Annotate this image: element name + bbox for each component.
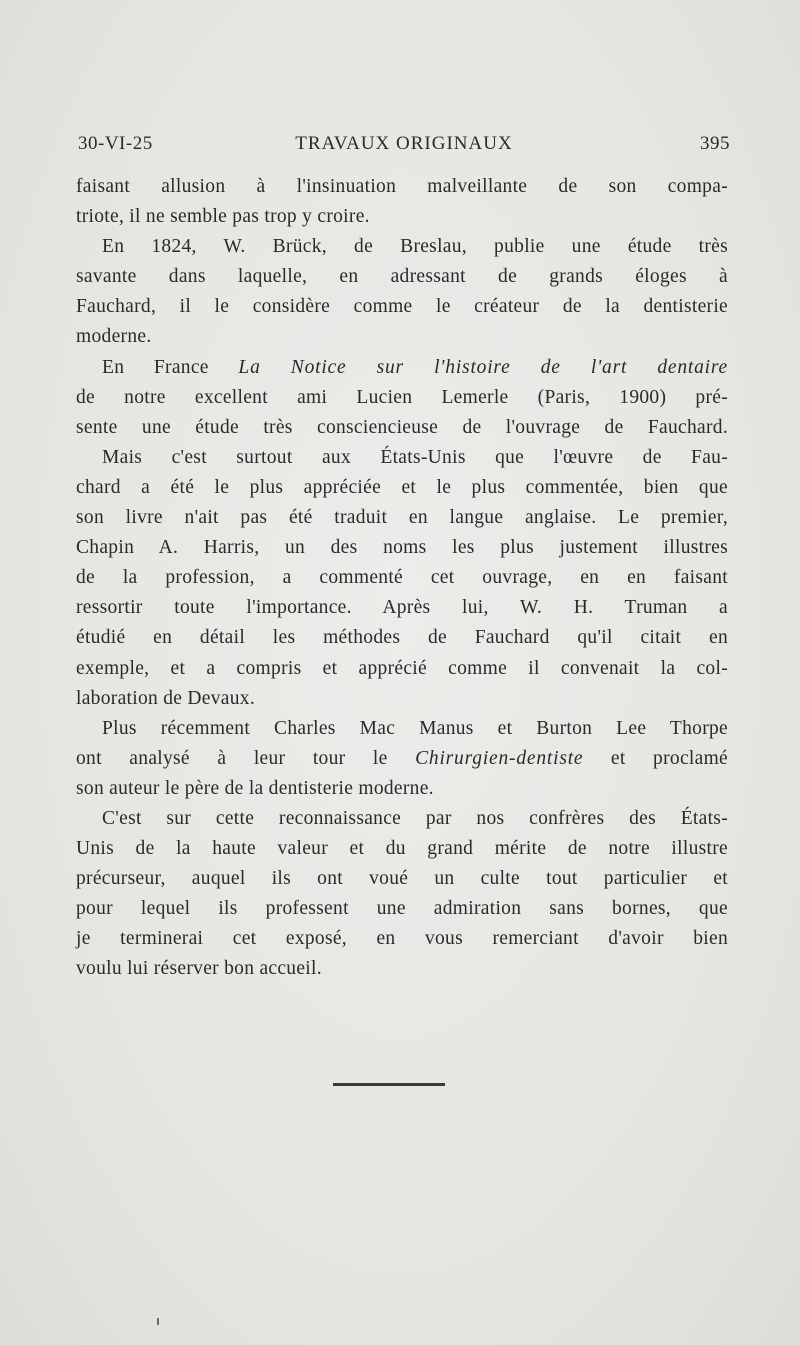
text-line: ressortir toute l'importance. Après lui, W. H. Truman a [76, 597, 728, 619]
paragraph-4 [76, 443, 728, 714]
text-line: laboration de Devaux. [76, 687, 256, 709]
text-line: étudié en détail les méthodes de Fauchard qu'il citait en [76, 627, 728, 649]
text-line [76, 744, 728, 774]
text-line: exemple, et a compris et apprécié comme il convenait la col- [76, 657, 728, 679]
text-line: triote, il ne semble pas trop y croire. [76, 206, 370, 228]
text-line: sente une étude très consciencieuse de l'ouvrage de Fauchard. [76, 416, 728, 438]
running-head [78, 133, 730, 163]
text-line: chard a été le plus appréciée et le plus commentée, bien que [76, 476, 728, 498]
text-line: voulu lui réserver bon accueil. [76, 958, 322, 980]
page-number: 395 [700, 133, 730, 154]
text-line: C'est sur cette reconnaissance par nos confrères des États- [102, 807, 728, 829]
text-line: En 1824, W. Brück, de Breslau, publie une étude très [102, 236, 728, 258]
issue-date: 30-VI-25 [78, 133, 153, 154]
text-line: savante dans laquelle, en adressant de grands éloges à [76, 266, 728, 288]
text-line [76, 353, 728, 383]
paragraph-5 [76, 714, 728, 804]
text-line: de notre excellent ami Lucien Lemerle (Paris, 1900) pré- [76, 386, 728, 408]
paragraph-1 [76, 172, 728, 232]
text-line: Fauchard, il le considère comme le créateur de la dentisterie [76, 296, 728, 318]
book-title: La Notice sur l'histoire de l'art dentaire [238, 356, 729, 378]
section-end-rule [333, 1083, 445, 1086]
paragraph-3 [76, 353, 728, 443]
text-line: pour lequel ils professent une admiration sans bornes, que [76, 898, 728, 920]
article-body [76, 172, 728, 985]
text-line: je terminerai cet exposé, en vous remerciant d'avoir bien [76, 928, 728, 950]
section-title: TRAVAUX ORIGINAUX [295, 133, 513, 154]
text-line: son auteur le père de la dentisterie moderne. [76, 777, 434, 799]
text-line: son livre n'ait pas été traduit en langue anglaise. Le premier, [76, 507, 728, 529]
text-line: de la profession, a commenté cet ouvrage, en en faisant [76, 567, 728, 589]
text-line: Unis de la haute valeur et du grand mérite de notre illustre [76, 838, 728, 860]
text-run: ont analysé à leur tour le [76, 747, 416, 769]
text-line: précurseur, auquel ils ont voué un culte tout particulier et [76, 868, 728, 890]
paragraph-6 [76, 804, 728, 985]
book-title: Chirurgien-dentiste [415, 747, 584, 769]
text-line: faisant allusion à l'insinuation malveillante de son compa- [76, 176, 728, 197]
text-run: et proclamé [583, 747, 728, 769]
text-line: Plus récemment Charles Mac Manus et Burton Lee Thorpe [102, 717, 728, 739]
print-speck [157, 1318, 159, 1325]
text-line: moderne. [76, 326, 152, 348]
text-run: En France [102, 356, 239, 378]
text-line: Mais c'est surtout aux États-Unis que l'œuvre de Fau- [102, 446, 728, 468]
text-line: Chapin A. Harris, un des noms les plus justement illustres [76, 537, 728, 559]
paragraph-2 [76, 232, 728, 352]
